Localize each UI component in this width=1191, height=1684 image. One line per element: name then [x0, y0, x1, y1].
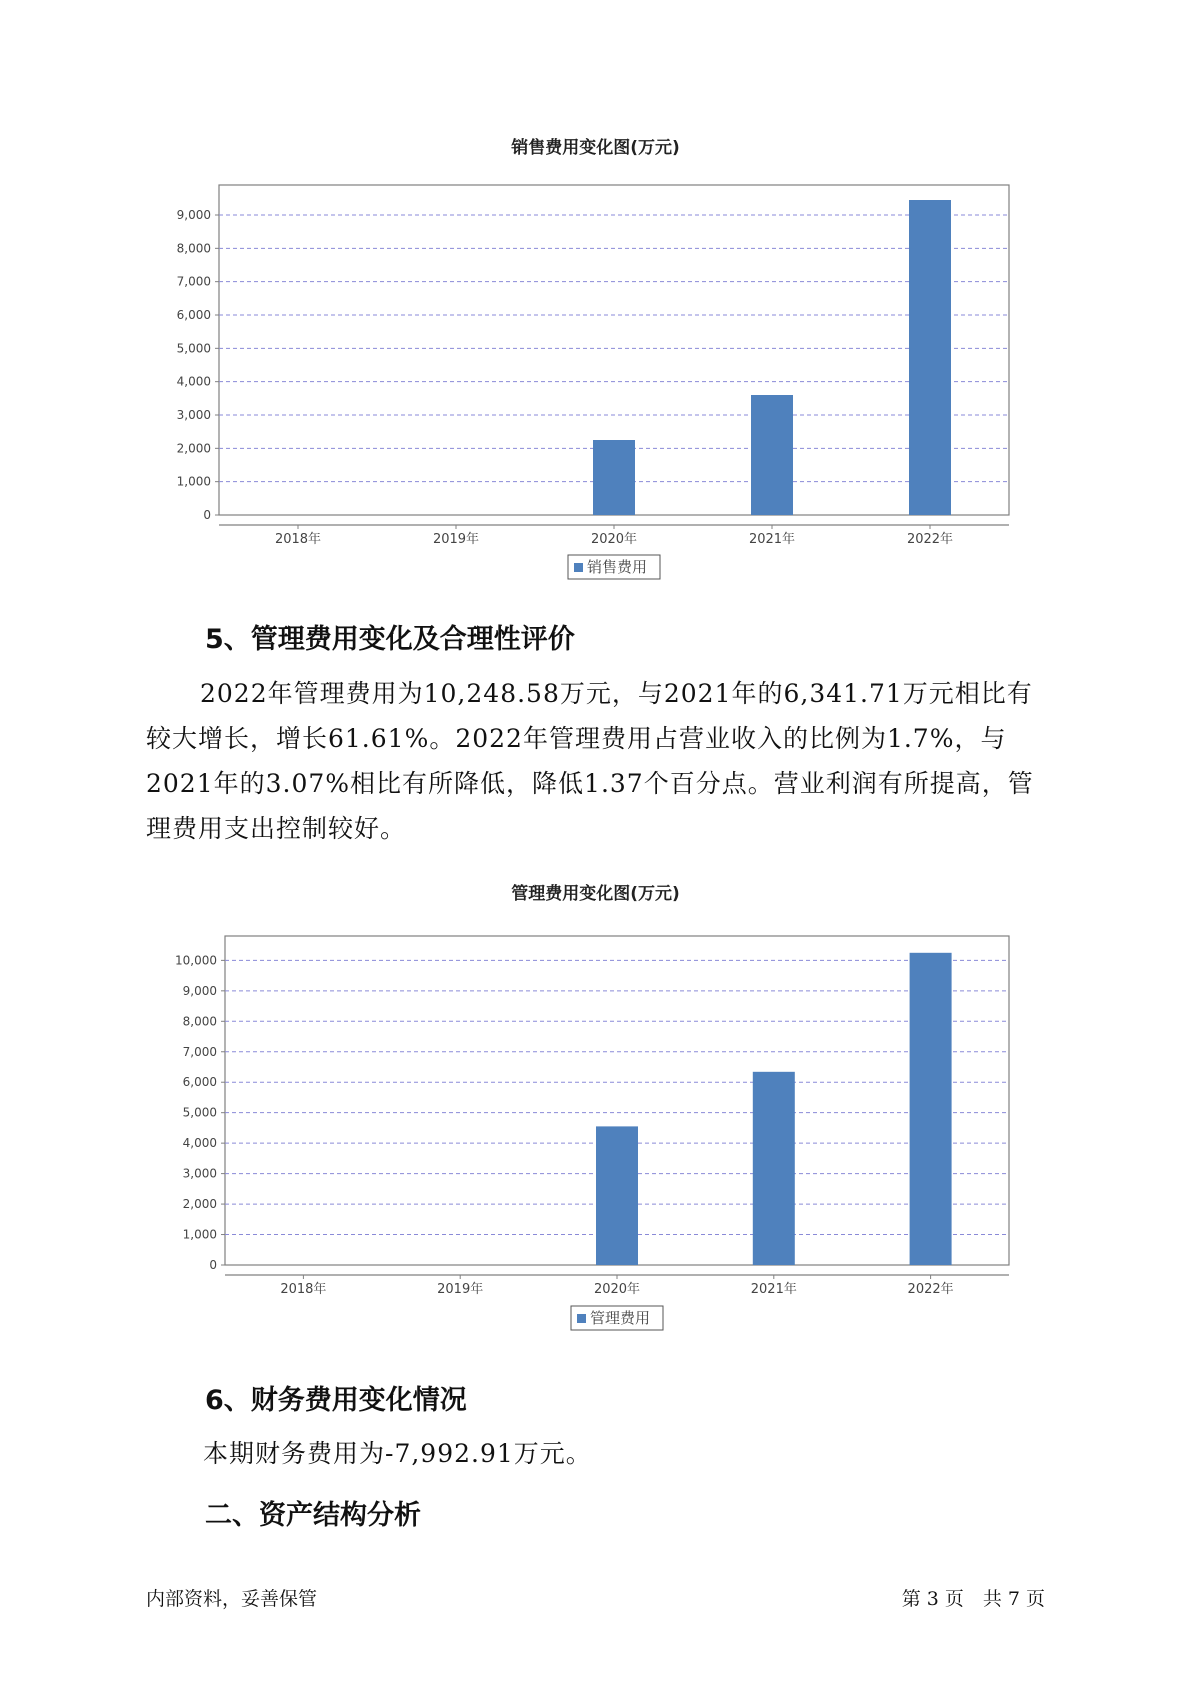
sales-chart-x-tick-label: 2018年: [274, 532, 322, 547]
mgmt-chart-bar-2020年: [596, 1126, 638, 1265]
sales-chart-y-tick-label: 0: [203, 508, 211, 522]
footer-confidential-note: 内部资料，妥善保管: [146, 1588, 318, 1610]
sales-chart-title: 销售费用变化图(万元): [511, 138, 680, 158]
mgmt-chart-legend-label: 管理费用: [590, 1309, 651, 1327]
sales-chart: [0, 170, 1191, 576]
sales-chart-y-tick-label: 1,000: [176, 474, 211, 489]
mgmt-chart-x-tick-label: 2021年: [750, 1282, 797, 1297]
sales-chart-y-tick-label: 4,000: [176, 374, 211, 389]
sales-chart-y-tick-label: 7,000: [176, 274, 211, 289]
mgmt-chart-y-tick-label: 4,000: [182, 1136, 217, 1151]
mgmt-chart-title: 管理费用变化图(万元): [511, 884, 680, 904]
mgmt-chart-legend: [571, 1306, 663, 1330]
sales-chart-x-tick-label: 2021年: [748, 532, 796, 547]
page-total: 7: [1007, 1588, 1020, 1610]
sales-chart-legend-label: 销售费用: [587, 558, 648, 576]
mgmt-chart-y-tick-label: 5,000: [182, 1105, 217, 1120]
mgmt-chart-legend-swatch: [577, 1314, 586, 1323]
sales-chart-x-tick-label: 2019年: [432, 532, 480, 547]
mgmt-chart-bar-2021年: [753, 1072, 795, 1265]
section-6-paragraph: 本期财务费用为-7,992.91万元。: [203, 1439, 592, 1468]
mgmt-chart-y-tick-label: 10,000: [175, 953, 217, 968]
mgmt-chart-y-tick-label: 7,000: [182, 1044, 217, 1059]
sales-chart-bar-2020年: [593, 440, 635, 515]
section-ii-heading: 二、资产结构分析: [205, 1500, 421, 1531]
sales-chart-y-tick-label: 6,000: [176, 308, 211, 322]
section-5-heading: 5、管理费用变化及合理性评价: [205, 624, 575, 655]
sales-chart-legend-swatch: [574, 563, 583, 572]
mgmt-chart-x-tick-label: 2018年: [280, 1282, 327, 1297]
mgmt-chart-y-tick-label: 1,000: [182, 1227, 217, 1242]
section-5-paragraph: 2022年管理费用为10,248.58万元，与2021年的6,341.71万元相比有较大增长，增长61.61%。2022年管理费用占营业收入的比例为1.7%，与2021年的3.07%相比有所降低，降低1.37个百分点。营业利润有所提高，管理费用支出控制较好。: [146, 679, 1034, 843]
mgmt-chart-y-tick-label: 8,000: [182, 1014, 217, 1029]
sales-chart-y-tick-label: 5,000: [176, 341, 211, 356]
sales-chart-legend: [568, 555, 660, 579]
sales-chart-y-tick-label: 9,000: [176, 208, 211, 222]
mgmt-chart-y-tick-label: 2,000: [182, 1197, 217, 1212]
footer-page-number: [899, 1584, 1048, 1611]
sales-chart-x-tick-label: 2022年: [906, 532, 954, 547]
page-mid: 页 共: [944, 1588, 1002, 1610]
mgmt-chart-y-tick-label: 3,000: [182, 1166, 217, 1181]
mgmt-chart-x-tick-label: 2022年: [907, 1282, 954, 1297]
sales-chart-y-tick-label: 8,000: [176, 241, 211, 256]
sales-chart-bar-2022年: [909, 200, 951, 515]
sales-chart-x-tick-label: 2020年: [590, 532, 638, 547]
mgmt-chart-y-tick-label: 6,000: [182, 1075, 217, 1090]
mgmt-chart-x-tick-label: 2019年: [437, 1282, 484, 1297]
mgmt-chart-bar-2022年: [910, 953, 952, 1265]
sales-chart-bar-2021年: [751, 395, 793, 515]
mgmt-chart-x-tick-label: 2020年: [593, 1282, 641, 1297]
mgmt-chart-y-tick-label: 0: [209, 1258, 217, 1272]
section-6-heading: 6、财务费用变化情况: [205, 1385, 467, 1416]
page-suffix: 页: [1025, 1588, 1045, 1610]
sales-chart-y-tick-label: 3,000: [176, 408, 211, 422]
mgmt-chart: [0, 918, 1191, 1327]
sales-chart-y-tick-label: 2,000: [176, 441, 211, 456]
page-prefix: 第: [901, 1588, 921, 1610]
page-current: 3: [926, 1588, 939, 1610]
mgmt-chart-y-tick-label: 9,000: [182, 983, 217, 998]
